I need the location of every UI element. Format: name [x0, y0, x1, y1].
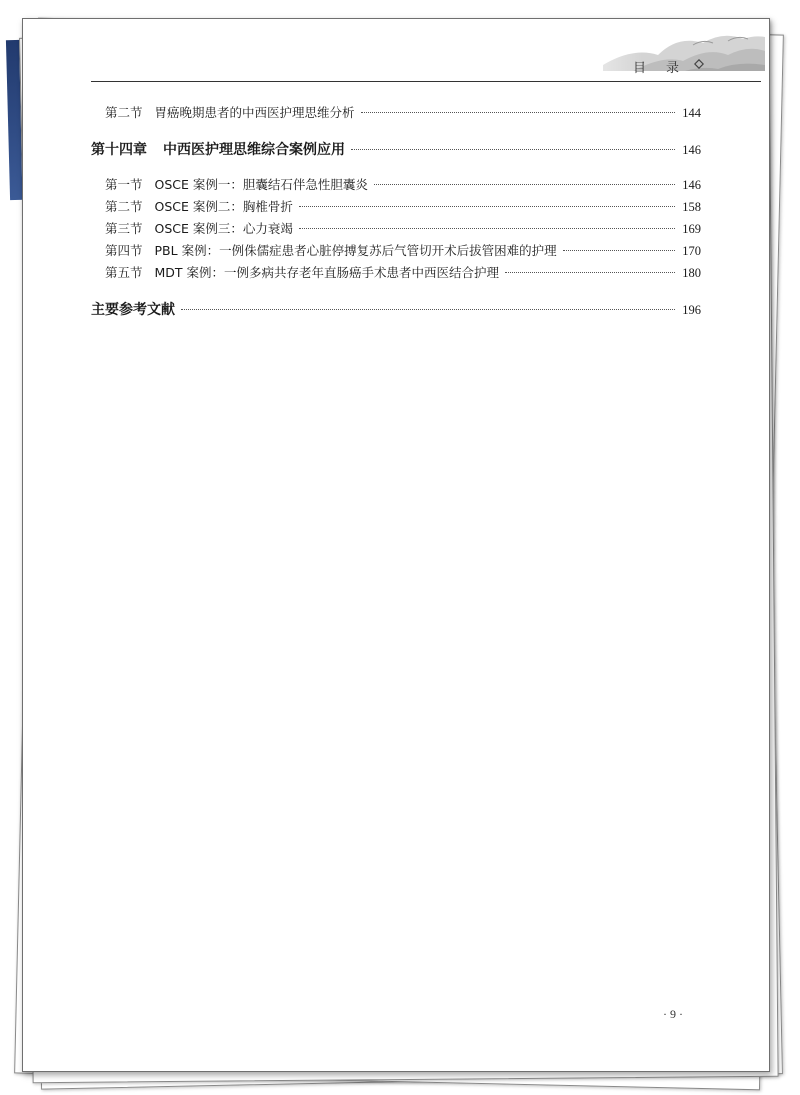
- dot-leader: [299, 228, 675, 229]
- toc-entry-page: 144: [682, 106, 701, 120]
- diamond-icon: [694, 59, 704, 69]
- header-rule: [91, 81, 761, 82]
- toc-entry-title: 中西医护理思维综合案例应用: [163, 142, 345, 158]
- toc-entry-title: OSCE 案例一：胆囊结石伴急性胆囊炎: [154, 177, 368, 192]
- header-title-left: 目: [633, 61, 649, 76]
- toc-entry-page: 196: [682, 303, 701, 317]
- toc-entry-title: OSCE 案例二：胸椎骨折: [154, 199, 293, 214]
- toc-entry-number: 第二节: [105, 199, 143, 214]
- toc-entry-title: 主要参考文献: [91, 302, 175, 318]
- toc-entry[interactable]: [91, 103, 701, 125]
- toc-entry-title: OSCE 案例三：心力衰竭: [154, 221, 293, 236]
- toc-entry[interactable]: [91, 175, 701, 197]
- toc-entry-page: 146: [682, 178, 701, 192]
- dot-leader: [374, 184, 675, 185]
- dot-leader: [361, 112, 675, 113]
- toc-entry[interactable]: [91, 219, 701, 241]
- toc-entry-number: 第五节: [105, 265, 143, 280]
- toc-entry-title: MDT 案例：一例多病共存老年直肠癌手术患者中西医结合护理: [154, 265, 500, 280]
- toc-entry-title: PBL 案例：一例侏儒症患者心脏停搏复苏后气管切开术后拔管困难的护理: [154, 243, 557, 258]
- toc-entry-page: 180: [682, 266, 701, 280]
- toc-entry-number: 第二节: [105, 105, 143, 120]
- dot-leader: [351, 149, 675, 150]
- header-title-right: 录: [666, 61, 682, 76]
- header-running-title: [633, 57, 681, 76]
- toc-entry[interactable]: [91, 241, 701, 263]
- toc-references-entry[interactable]: [91, 299, 701, 321]
- toc-entry-number: 第四节: [105, 243, 143, 258]
- toc-entry-title: 胃癌晚期患者的中西医护理思维分析: [154, 105, 355, 120]
- toc-entry-page: 146: [682, 143, 701, 157]
- toc-chapter-entry[interactable]: [91, 139, 701, 161]
- dot-leader: [505, 272, 675, 273]
- toc-entry-number: 第一节: [105, 177, 143, 192]
- dot-leader: [563, 250, 675, 251]
- toc-entry-page: 169: [682, 222, 701, 236]
- table-of-contents: [91, 103, 701, 321]
- toc-entry[interactable]: [91, 263, 701, 285]
- page-number: · 9 ·: [663, 1007, 683, 1021]
- toc-entry-page: 158: [682, 200, 701, 214]
- document-page: [22, 18, 770, 1072]
- toc-entry-number: 第十四章: [91, 142, 147, 158]
- toc-entry-page: 170: [682, 244, 701, 258]
- dot-leader: [181, 309, 675, 310]
- toc-entry[interactable]: [91, 197, 701, 219]
- toc-entry-number: 第三节: [105, 221, 143, 236]
- dot-leader: [299, 206, 675, 207]
